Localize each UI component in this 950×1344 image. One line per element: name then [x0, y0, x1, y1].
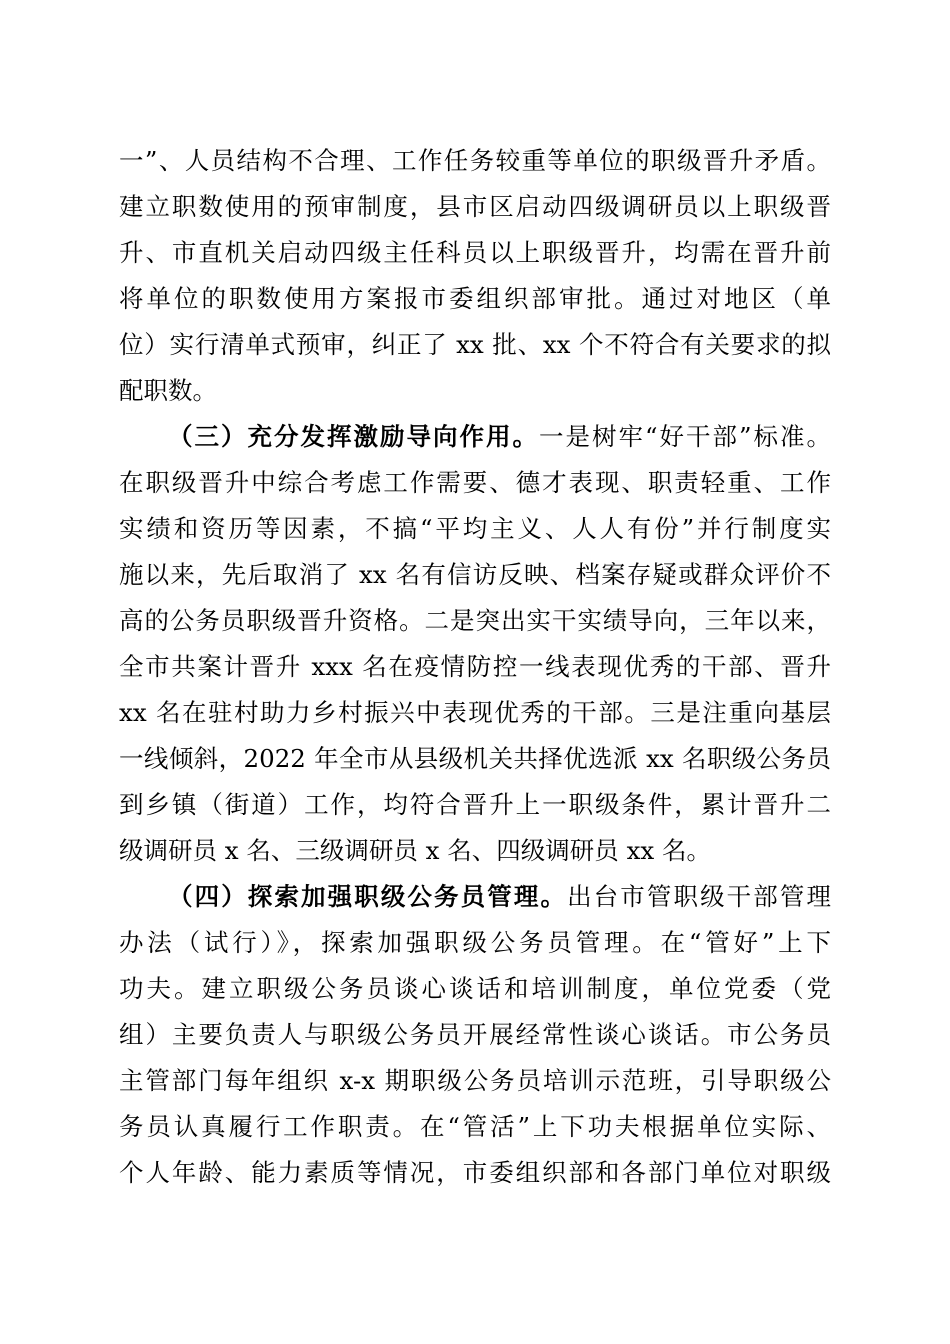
text-line: 办法（试行）》，探索加强职级公务员管理。在“管好”上下: [119, 928, 831, 957]
paragraph-section-4: [119, 874, 831, 1196]
text-line: 将单位的职数使用方案报市委组织部审批。通过对地区（单: [119, 284, 831, 313]
text-line: 施以来，先后取消了 xx 名有信访反映、档案存疑或群众评价不: [119, 560, 831, 589]
text-line: 主管部门每年组织 x-x 期职级公务员培训示范班，引导职级公: [119, 1066, 831, 1095]
text-line: 组）主要负责人与职级公务员开展经常性谈心谈话。市公务员: [119, 1020, 831, 1049]
text-line: 一线倾斜，2022 年全市从县级机关共择优选派 xx 名职级公务员: [119, 744, 831, 773]
section-4-heading: （四）探索加强职级公务员管理。: [168, 882, 568, 911]
section-3-first-line: [119, 414, 831, 460]
text-line: 全市共案计晋升 xxx 名在疫情防控一线表现优秀的干部、晋升: [119, 652, 831, 681]
text-line: 建立职数使用的预审制度，县市区启动四级调研员以上职级晋: [119, 192, 831, 221]
text-line: 高的公务员职级晋升资格。二是突出实干实绩导向，三年以来，: [119, 606, 831, 635]
text-line: 级调研员 x 名、三级调研员 x 名、四级调研员 xx 名。: [119, 836, 711, 865]
text-line: 位）实行清单式预审，纠正了 xx 批、xx 个不符合有关要求的拟: [119, 330, 831, 359]
section-3-lead-text: 一是树牢“好干部”标准。: [538, 422, 831, 451]
text-line: 务员认真履行工作职责。在“管活”上下功夫根据单位实际、: [119, 1112, 831, 1141]
text-line: 个人年龄、能力素质等情况，市委组织部和各部门单位对职级: [119, 1158, 831, 1187]
section-4-first-line: [119, 874, 831, 920]
document-body: [119, 138, 831, 1196]
text-line: 升、市直机关启动四级主任科员以上职级晋升，均需在晋升前: [119, 238, 831, 267]
text-line: 在职级晋升中综合考虑工作需要、德才表现、职责轻重、工作: [119, 468, 831, 497]
text-line: xx 名在驻村助力乡村振兴中表现优秀的干部。三是注重向基层: [119, 698, 831, 727]
section-4-lead-text: 出台市管职级干部管理: [567, 882, 831, 911]
text-line: 到乡镇（街道）工作，均符合晋升上一职级条件，累计晋升二: [119, 790, 831, 819]
section-3-heading: （三）充分发挥激励导向作用。: [168, 422, 539, 451]
text-line: 功夫。建立职级公务员谈心谈话和培训制度，单位党委（党: [119, 974, 831, 1003]
text-line: 一”、人员结构不合理、工作任务较重等单位的职级晋升矛盾。: [119, 146, 831, 175]
paragraph-continuation: [119, 138, 831, 414]
text-line: 配职数。: [119, 376, 217, 405]
paragraph-section-3: [119, 414, 831, 874]
text-line: 实绩和资历等因素，不搞“平均主义、人人有份”并行制度实: [119, 514, 831, 543]
